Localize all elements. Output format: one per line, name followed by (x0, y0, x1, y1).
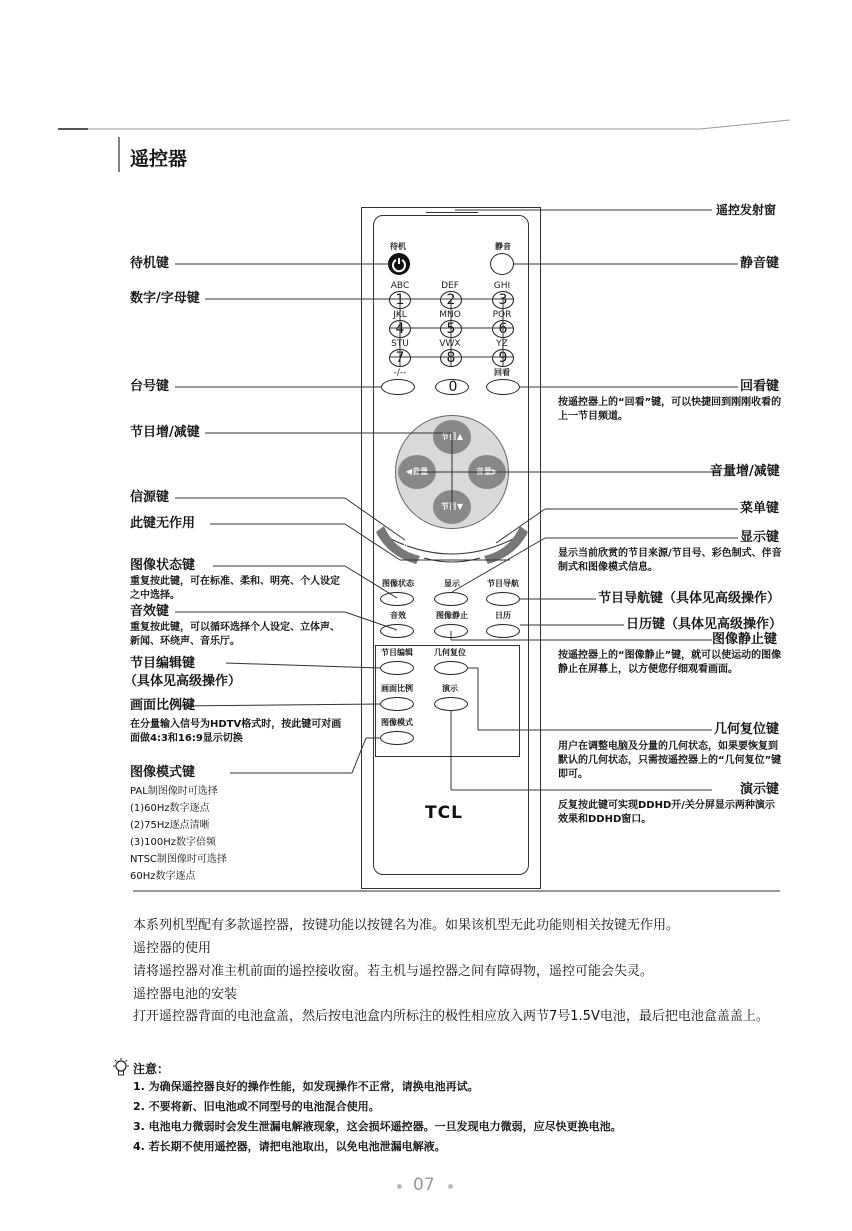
dpad-down-button[interactable]: 节目▼ (433, 490, 471, 524)
digit-button-2[interactable]: 2 (440, 291, 462, 309)
picture-mode-line-1: PAL制图像时可选择 (130, 786, 218, 797)
nav-button[interactable] (486, 592, 520, 606)
dpad-right-button[interactable]: 音量▶ (468, 455, 506, 489)
calendar-button[interactable] (486, 624, 520, 638)
calendar-label: 日历 (495, 611, 511, 620)
picture-mode-button[interactable] (380, 731, 414, 745)
callout-sound-effect-desc: 重复按此键，可以循环选择个人设定、立体声、新闻、环绕声、音乐厅。 (130, 622, 340, 647)
note-item-1: 1. 为确保遥控器良好的操作性能，如发现操作不正常，请换电池再试。 (133, 1080, 479, 1093)
brand-logo: TCL (425, 803, 463, 823)
digit-button-0[interactable]: 0 (435, 379, 469, 395)
callout-source: 信源键 (130, 490, 170, 505)
callout-digits: 数字/字母键 (130, 291, 200, 306)
callout-geometry: 几何复位键 (714, 722, 780, 737)
callout-display-desc: 显示当前欣赏的节目来源/节目号、彩色制式、伴音制式和图像模式信息。 (558, 548, 782, 573)
callout-sound-effect: 音效键 (130, 604, 170, 619)
power-icon (388, 253, 410, 275)
callout-recall: 回看键 (740, 379, 780, 394)
note-item-2: 2. 不要将新、旧电池或不同型号的电池混合使用。 (133, 1100, 380, 1113)
callout-channel-key: 台号键 (130, 379, 170, 394)
dpad-up-button[interactable]: 节目▲ (433, 420, 471, 454)
edit-label: 节目编辑 (381, 648, 413, 657)
dpad-left-button[interactable]: ◀音量 (398, 455, 436, 489)
callout-aspect-desc: 在分量输入信号为HDTV格式时，按此键可对画面做4:3和16:9显示切换 (130, 719, 342, 744)
callout-display: 显示键 (740, 530, 780, 545)
digit-letters-pqr: PQR (492, 310, 512, 320)
callout-picture-mode: 图像模式键 (130, 765, 196, 780)
callout-volume-updown: 音量增/减键 (710, 464, 780, 479)
battery-title: 遥控器电池的安装 (133, 987, 238, 1002)
battery-text: 打开遥控器背面的电池盒盖，然后按电池盒内所标注的极性相应放入两节7号1.5V电池，最后把电池盒盖盖上。 (133, 1009, 769, 1024)
digit-letters-jkl: JKL (393, 310, 407, 320)
freeze-button[interactable] (434, 624, 468, 638)
nav-label: 节目导航 (487, 579, 519, 588)
callout-picture-state: 图像状态键 (130, 558, 196, 573)
digit-letters-stu: STU (391, 339, 409, 349)
recall-label: 回看 (494, 368, 510, 377)
digit-button-8[interactable]: 8 (440, 349, 462, 367)
callout-demo-desc: 反复按此键可实现DDHD开/关分屏显示两种演示效果和DDHD窗口。 (558, 800, 775, 825)
use-title: 遥控器的使用 (133, 941, 212, 956)
geometry-label: 几何复位 (434, 648, 466, 657)
source-label: 信源 (403, 538, 419, 547)
picture-mode-line-3: (2)75Hz逐点清晰 (130, 820, 210, 831)
digit-button-9[interactable]: 9 (492, 349, 514, 367)
callout-menu: 菜单键 (740, 501, 780, 516)
picture-mode-line-4: (3)100Hz数字倍频 (130, 837, 217, 848)
callout-aspect: 画面比例键 (130, 698, 196, 713)
recall-button[interactable] (486, 379, 520, 395)
digit-letters-yz: YZ (496, 339, 508, 349)
geometry-button[interactable] (434, 661, 468, 675)
digit-letters-def: DEF (441, 281, 459, 291)
note-item-4: 4. 若长期不使用遥控器，请把电池取出，以免电池泄漏电解液。 (133, 1140, 446, 1153)
callout-freeze: 图像静止键 (712, 632, 778, 647)
picture-mode-line-5: NTSC制图像时可选择 (130, 854, 227, 865)
menu-label: 菜单 (483, 538, 499, 547)
digit-letters-vwx: VWX (439, 339, 461, 349)
lightbulb-icon (111, 1058, 131, 1078)
sound-effect-label: 音效 (390, 611, 406, 620)
display-label: 显示 (444, 579, 460, 588)
callout-geometry-desc: 用户在调整电脑及分量的几何状态，如果要恢复到默认的几何状态，只需按遥控器上的“几何复位”键即可。 (558, 741, 782, 780)
picture-state-button[interactable] (380, 592, 414, 606)
demo-button[interactable] (434, 697, 468, 711)
digit-button-3[interactable]: 3 (492, 291, 514, 309)
dash-label: -/-- (393, 368, 407, 378)
callout-standby: 待机键 (130, 256, 170, 271)
callout-freeze-desc: 按遥控器上的“图像静止”键，就可以使运动的图像静止在屏幕上，以方便您仔细观看画面。 (558, 650, 782, 675)
picture-state-label: 图像状态 (382, 579, 414, 588)
picture-mode-line-2: (1)60Hz数字逐点 (130, 803, 210, 814)
aspect-label: 画面比例 (381, 684, 413, 693)
mute-button[interactable] (490, 253, 514, 275)
digit-button-4[interactable]: 4 (389, 320, 411, 338)
digit-button-7[interactable]: 7 (389, 349, 411, 367)
digit-letters-ghi: GHI (493, 281, 511, 291)
callout-edit-note: （具体见高级操作） (124, 674, 242, 689)
notes-title: 注意： (133, 1062, 170, 1076)
use-text: 请将遥控器对准主机前面的遥控接收窗。若主机与遥控器之间有障碍物，遥控可能会失灵。 (133, 964, 654, 979)
callout-mute: 静音键 (740, 256, 780, 271)
callout-demo: 演示键 (740, 782, 780, 797)
digit-button-6[interactable]: 6 (492, 320, 514, 338)
callout-nav: 节目导航键（具体见高级操作） (598, 591, 781, 606)
digit-button-1[interactable]: 1 (389, 291, 411, 309)
freeze-label: 图像静止 (436, 611, 468, 620)
display-button[interactable] (434, 592, 468, 606)
intro-text: 本系列机型配有多款遥控器，按键功能以按键名为准。如果该机型无此功能则相关按键无作用。 (133, 918, 680, 933)
callout-no-function: 此键无作用 (130, 516, 196, 531)
digit-letters-mno: MNO (439, 310, 461, 320)
callout-picture-state-desc: 重复按此键，可在标准、柔和、明亮、个人设定之中选择。 (130, 576, 340, 601)
aspect-button[interactable] (380, 697, 414, 711)
demo-label: 演示 (442, 684, 458, 693)
picture-mode-label: 图像模式 (381, 718, 413, 727)
edit-button[interactable] (380, 661, 414, 675)
sound-effect-button[interactable] (380, 624, 414, 638)
page-number-dot-left (397, 1184, 402, 1189)
ir-window (426, 206, 478, 213)
digit-letters-abc: ABC (390, 281, 410, 291)
power-label: 待机 (390, 242, 406, 251)
page-number: 07 (413, 1175, 435, 1195)
section-title: 遥控器 (130, 148, 188, 170)
digit-button-5[interactable]: 5 (440, 320, 462, 338)
callout-channel-updown: 节目增/减键 (130, 425, 200, 440)
note-item-3: 3. 电池电力微弱时会发生泄漏电解液现象，这会损坏遥控器。一旦发现电力微弱，应尽快更换电池。 (133, 1120, 622, 1133)
power-button[interactable] (388, 253, 410, 275)
picture-mode-line-6: 60Hz数字逐点 (130, 871, 196, 882)
callout-calendar: 日历键（具体见高级操作） (626, 617, 783, 632)
callout-ir-window: 遥控发射窗 (716, 203, 777, 217)
header-rule (58, 128, 88, 130)
callout-edit: 节目编辑键 (130, 656, 196, 671)
channel-number-button[interactable] (381, 379, 415, 395)
callout-recall-desc: 按遥控器上的“回看”键，可以快捷回到刚刚收看的上一节目频道。 (558, 397, 782, 422)
page-number-dot-right (448, 1184, 453, 1189)
mute-label: 静音 (495, 242, 511, 251)
